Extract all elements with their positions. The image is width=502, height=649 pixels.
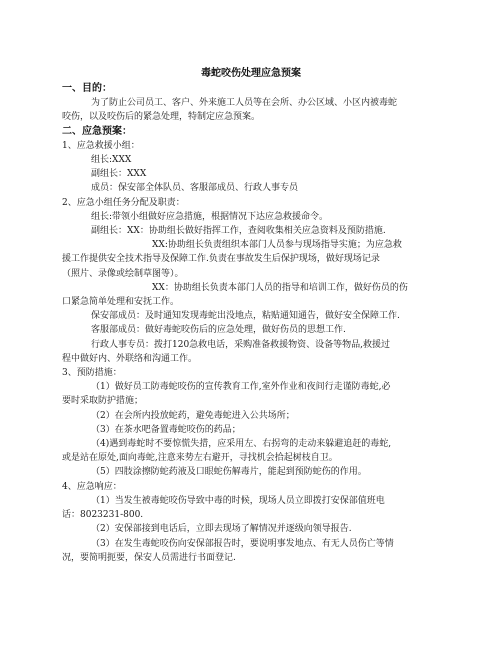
body-text-line: （1）当发生被毒蛇咬伤导致中毒的时候，现场人员立即拨打安保部值班电 <box>91 495 385 506</box>
body-text-line: （4)遇到毒蛇时不要惊慌失措，应采用左、右拐弯的走动来躲避追赶的毒蛇, <box>91 439 392 450</box>
body-text-line: 行政人事专员：拨打120急救电话，采购准备救援物资、设备等物品,救援过 <box>91 339 391 350</box>
document-body <box>62 82 445 565</box>
body-text-line: 要时采取防护措施； <box>62 396 144 407</box>
section-heading: 一、目的： <box>62 83 112 94</box>
body-text-line: 保安部成员：及时通知发现毒蛇出没地点，粘贴通知通告，做好安全保障工作. <box>91 311 400 322</box>
body-text-line: （1）做好员工防毒蛇咬伤的宣传教育工作,室外作业和夜间行走谨防毒蛇,必 <box>91 382 391 393</box>
body-text-line: 4、应急响应： <box>62 481 122 492</box>
body-text-line: （照片、录像或绘制草图等）。 <box>62 268 184 279</box>
section-heading: 二、应急预案： <box>62 125 132 137</box>
body-text-line: 1、应急救援小组： <box>62 140 140 151</box>
body-text-line: 或是站在原处,面向毒蛇,注意来势左右避开，寻找机会拾起树枝自卫。 <box>62 453 338 464</box>
body-text-line: 组长:带领小组做好应急措施，根据情况下达应急救援命令。 <box>91 211 329 222</box>
body-text-line: 况，要简明扼要，保安人员需进行书面登记. <box>62 552 236 563</box>
body-text-line: 为了防止公司员工、客户、外来施工人员等在会所、办公区域、小区内被毒蛇 <box>91 98 398 109</box>
body-text-line: 咬伤，以及咬伤后的紧急处理，特制定应急预案。 <box>62 112 261 123</box>
body-text-line: 组长:XXX <box>91 155 132 166</box>
body-text-line: （3）在发生毒蛇咬伤向安保部报告时，要说明事发地点、有无人员伤亡等情 <box>91 538 394 549</box>
body-text-line: 2、应急小组任务分配及职责： <box>62 197 185 208</box>
document-title: 毒蛇咬伤处理应急预案 <box>201 68 301 79</box>
body-text-line: 副组长：XXX <box>91 169 147 180</box>
body-text-line: 3、预防措施： <box>62 368 122 379</box>
body-text-line: 成员：保安部全体队员、客服部成员、行政人事专员 <box>91 183 299 194</box>
body-text-line: XX：协助组长负责本部门人员的指导和培训工作，做好伤员的伤 <box>152 282 408 293</box>
body-text-line: 程中做好内、外联络和沟通工作。 <box>62 353 198 364</box>
body-text-line: 话：8023231-800. <box>62 510 144 521</box>
body-text-line: 副组长：XX：协助组长做好指挥工作，查阅收集相关应急资料及预防措施. <box>91 226 386 237</box>
body-text-line: 客服部成员：做好毒蛇咬伤后的应急处理，做好伤员的思想工作. <box>91 325 346 336</box>
body-text-line: （5）四肢涂擦防蛇药液及口眼蛇伤解毒片，能起到预防蛇伤的作用。 <box>91 467 367 478</box>
body-text-line: 援工作提供安全技术指导及保障工作.负责在事故发生后保护现场，做好现场记录 <box>62 254 380 265</box>
body-text-line: XX:协助组长负责组织本部门人员参与现场指导实施；为应急救 <box>152 240 402 251</box>
body-text-line: （2）安保部接到电话后，立即去现场了解情况并逐级向领导报告. <box>91 524 352 535</box>
body-text-line: （3）在茶水吧备置毒蛇咬伤的药品； <box>91 424 241 435</box>
body-text-line: 口紧急简单处理和安抚工作。 <box>62 297 180 308</box>
body-text-line: （2）在会所内投放蛇药，避免毒蛇进入公共场所； <box>91 410 295 421</box>
